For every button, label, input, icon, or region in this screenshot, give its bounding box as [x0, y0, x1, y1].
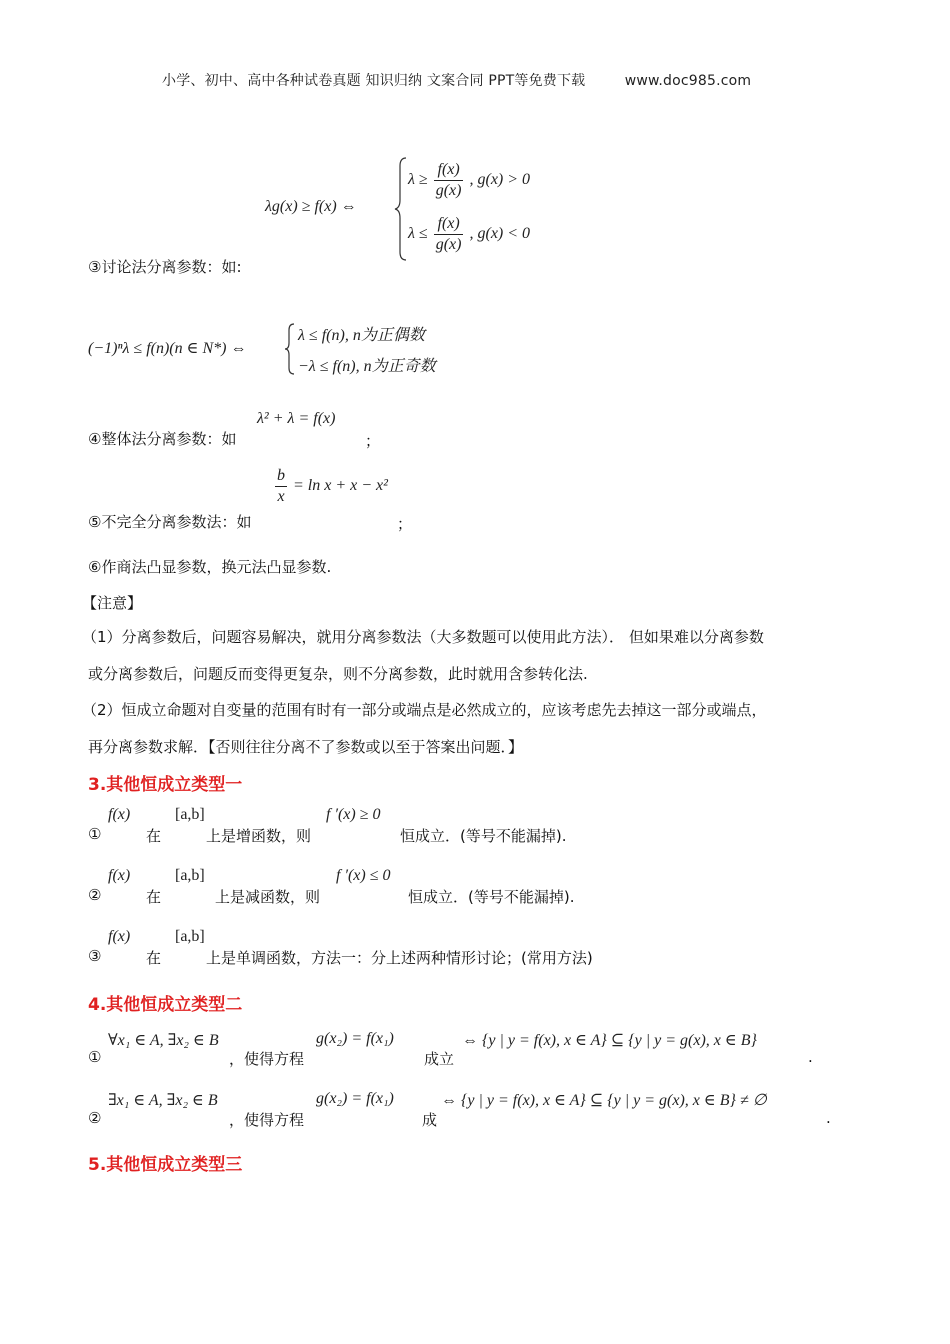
- note-p1-line1: （1）分离参数后，问题容易解决，就用分离参数法（大多数题可以使用此方法）． 但如果难以分离参数: [82, 628, 764, 646]
- s3r2-cond: f ′(x) ≤ 0: [336, 867, 391, 884]
- s4r2-mid: ，使得方程: [229, 1111, 305, 1129]
- s3r1-ab: [a,b]: [175, 806, 205, 823]
- s4r2-end: .: [826, 1109, 831, 1127]
- section4-title: 4.其他恒成立类型二: [88, 995, 243, 1015]
- item4-label: ④整体法分离参数：如: [88, 430, 237, 448]
- s3r2-mid: 上是减函数，则: [215, 888, 321, 906]
- header-text: 小学、初中、高中各种试卷真题 知识归纳 文案合同 PPT等免费下载: [162, 73, 586, 89]
- block1-case2-suffix: , g(x) < 0: [469, 225, 531, 243]
- s3r3-num: ③: [88, 947, 102, 965]
- note-p2-line1: （2）恒成立命题对自变量的范围有时有一部分或端点是必然成立的，应该考虑先去掉这一部分或端点，: [82, 701, 767, 719]
- item6-label: ⑥作商法凸显参数，换元法凸显参数.: [88, 558, 332, 576]
- s4r1-cheng: 成立: [424, 1050, 455, 1068]
- s4r2-num: ②: [88, 1109, 102, 1127]
- block2-lhs: (−1)ⁿλ ≤ f(n)(n ∈ N*) ⇔: [88, 340, 247, 357]
- block2-case1: λ ≤ f(n), n为正偶数: [298, 327, 425, 344]
- s3r1-cond: f ′(x) ≥ 0: [326, 806, 381, 823]
- frac-numerator: b: [277, 467, 285, 484]
- item4-formula: λ² + λ = f(x): [257, 410, 336, 427]
- block2-case2: −λ ≤ f(n), n为正奇数: [298, 358, 436, 375]
- s4r2-cheng: 成: [422, 1111, 438, 1129]
- note-p2-line2: 再分离参数求解．【否则往往分离不了参数或以至于答案出问题．】: [88, 738, 524, 756]
- s3r2-zai: 在: [146, 888, 162, 906]
- s3r2-ab: [a,b]: [175, 867, 205, 884]
- s3r1-zai: 在: [146, 827, 162, 845]
- frac-denominator: g(x): [435, 182, 462, 199]
- block1-lhs: λg(x) ≥ f(x) ⇔: [265, 198, 357, 215]
- item3-label: ③讨论法分离参数：如:: [88, 258, 242, 276]
- s3r3-ab: [a,b]: [175, 928, 205, 945]
- item5-frac: [275, 466, 287, 507]
- s4r2-q: ∃x₁ ∈ A, ∃x₂ ∈ B: [108, 1092, 218, 1109]
- s4r1-num: ①: [88, 1048, 102, 1066]
- section5-title: 5.其他恒成立类型三: [88, 1155, 243, 1175]
- section3-title: 3.其他恒成立类型一: [88, 775, 243, 795]
- s4r1-set: ⇔ {y | y = f(x), x ∈ A} ⊆ {y | y = g(x), x ∈ B}: [462, 1032, 757, 1049]
- block1-brace: [394, 156, 408, 262]
- block1-case2-prefix: λ ≤: [408, 225, 428, 243]
- s4r1-mid: ，使得方程: [229, 1050, 305, 1068]
- block1-case1-frac: [434, 160, 464, 201]
- block1-case1: [408, 160, 530, 201]
- s4r1-end: .: [808, 1048, 813, 1066]
- note-p1-line2: 或分离参数后，问题反而变得更复杂，则不分离参数，此时就用含参转化法.: [88, 665, 588, 683]
- s3r3-end: 上是单调函数，方法一：分上述两种情形讨论；(常用方法): [206, 949, 593, 967]
- s3r1-end: 恒成立．(等号不能漏掉).: [400, 827, 567, 845]
- s4r2-set: ⇔ {y | y = f(x), x ∈ A} ⊆ {y | y = g(x), x ∈ B} ≠ ∅: [441, 1092, 767, 1109]
- block2-brace: [284, 322, 296, 376]
- block1-case2-frac: [434, 214, 464, 255]
- header-url: www.doc985.com: [624, 73, 752, 89]
- s4r2-eq: g(x₂) = f(x₁): [316, 1090, 394, 1107]
- frac-denominator: g(x): [435, 236, 462, 253]
- s3r1-num: ①: [88, 825, 102, 843]
- item4-end: ；: [365, 432, 381, 450]
- item5-formula: [273, 466, 388, 507]
- frac-denominator: x: [277, 488, 285, 505]
- s3r2-end: 恒成立．(等号不能漏掉).: [408, 888, 575, 906]
- s3r2-num: ②: [88, 886, 102, 904]
- block1-case1-suffix: , g(x) > 0: [469, 171, 531, 189]
- s4r1-q: ∀x₁ ∈ A, ∃x₂ ∈ B: [108, 1032, 219, 1049]
- s3r3-zai: 在: [146, 949, 162, 967]
- note-title: 【注意】: [82, 594, 143, 612]
- s3r3-f: f(x): [108, 928, 131, 945]
- item5-end: ；: [397, 515, 413, 533]
- frac-numerator: f(x): [437, 161, 460, 178]
- frac-numerator: f(x): [437, 215, 460, 232]
- s4r1-eq: g(x₂) = f(x₁): [316, 1030, 394, 1047]
- item5-label: ⑤不完全分离参数法：如: [88, 513, 252, 531]
- s3r1-mid: 上是增函数，则: [206, 827, 312, 845]
- item5-formula-rest: = ln x + x − x²: [293, 477, 388, 495]
- s3r1-f: f(x): [108, 806, 131, 823]
- block1-case2: [408, 214, 530, 255]
- s3r2-f: f(x): [108, 867, 131, 884]
- block1-case1-prefix: λ ≥: [408, 171, 428, 189]
- page-header: [162, 70, 751, 90]
